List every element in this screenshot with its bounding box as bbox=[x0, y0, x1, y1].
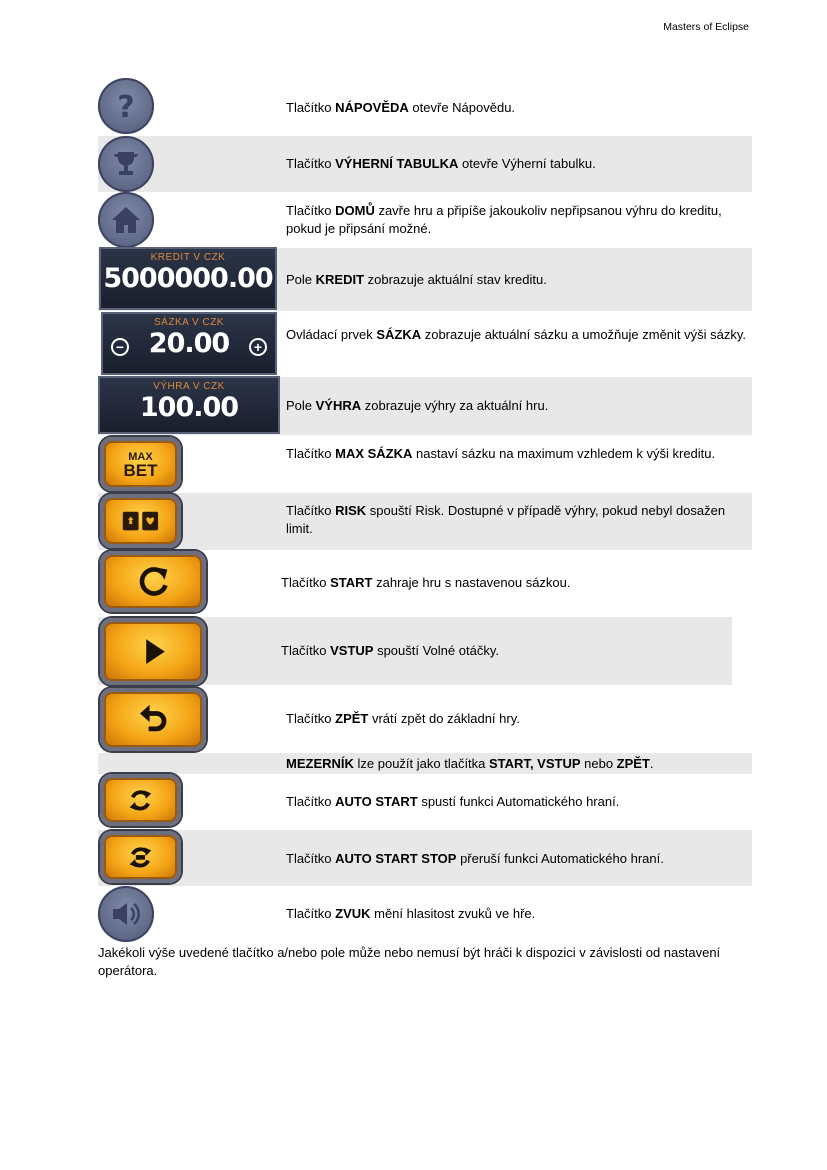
row-bet-text: Ovládací prvek SÁZKA zobrazuje aktuální sázku a umožňuje změnit výši sázky. bbox=[286, 327, 747, 342]
row-start-text: Tlačítko START zahraje hru s nastavenou sázkou. bbox=[281, 575, 571, 590]
document-header-title: Masters of Eclipse bbox=[663, 21, 749, 33]
cards-icon bbox=[120, 505, 161, 537]
row-win-text: Pole VÝHRA zobrazuje výhry za aktuální hru. bbox=[286, 398, 549, 413]
row-sound-text: Tlačítko ZVUK mění hlasitost zvuků ve hře. bbox=[286, 906, 536, 921]
row-home-text: Tlačítko DOMŮ zavře hru a připíše jakoukoliv nepřipsanou výhru do kreditu, pokud je připsání možné. bbox=[286, 203, 722, 236]
trophy-icon bbox=[98, 136, 154, 192]
auto-start-button bbox=[100, 774, 181, 826]
credit-panel bbox=[99, 247, 277, 310]
back-button bbox=[100, 688, 206, 751]
sound-icon bbox=[98, 886, 154, 942]
bet-plus-button[interactable]: + bbox=[249, 338, 267, 356]
row-back-text: Tlačítko ZPĚT vrátí zpět do základní hry. bbox=[286, 711, 520, 726]
credit-panel-value: 5000000.00 bbox=[103, 263, 273, 294]
auto-stop-icon bbox=[120, 842, 161, 873]
auto-icon bbox=[120, 785, 161, 816]
max-bet-bottom-label: BET bbox=[123, 461, 158, 480]
footer-note: Jakékoli výše uvedené tlačítko a/nebo pole může nebo nemusí být hráči k dispozici v závislosti od nastavení operátora. bbox=[98, 945, 721, 978]
credit-panel-label: KREDIT V CZK bbox=[150, 252, 226, 263]
row-spacebar-text: MEZERNÍK lze použít jako tlačítka START, VSTUP nebo ZPĚT. bbox=[286, 756, 654, 771]
row-risk-text: Tlačítko RISK spouští Risk. Dostupné v případě výhry, pokud nebyl dosažen limit. bbox=[286, 503, 726, 536]
row-enter-text: Tlačítko VSTUP spouští Volné otáčky. bbox=[281, 643, 499, 658]
win-panel bbox=[98, 376, 280, 434]
row-paytable-text: Tlačítko VÝHERNÍ TABULKA otevře Výherní tabulku. bbox=[286, 156, 596, 171]
auto-start-stop-button bbox=[100, 831, 181, 883]
risk-button bbox=[100, 494, 181, 548]
svg-text:?: ? bbox=[117, 90, 135, 123]
enter-button bbox=[100, 618, 206, 685]
bet-control-label: SÁZKA V CZK bbox=[154, 317, 224, 328]
win-panel-value: 100.00 bbox=[139, 392, 239, 423]
refresh-icon bbox=[126, 563, 181, 600]
help-icon bbox=[98, 78, 154, 134]
row-autostart-text: Tlačítko AUTO START spustí funkci Automatického hraní. bbox=[286, 794, 620, 809]
max-bet-button bbox=[100, 437, 181, 491]
bet-control bbox=[101, 312, 277, 375]
row-credit-text: Pole KREDIT zobrazuje aktuální stav kreditu. bbox=[286, 272, 547, 287]
bet-minus-button[interactable]: − bbox=[111, 338, 129, 356]
row-help-text: Tlačítko NÁPOVĚDA otevře Nápovědu. bbox=[286, 100, 516, 115]
home-icon bbox=[98, 192, 154, 248]
play-icon bbox=[126, 631, 181, 672]
row-autostartstop-text: Tlačítko AUTO START STOP přeruší funkci Automatického hraní. bbox=[286, 851, 664, 866]
bet-control-value: 20.00 bbox=[148, 328, 230, 359]
max-bet-top-label: MAX bbox=[128, 451, 153, 463]
row-maxbet-text: Tlačítko MAX SÁZKA nastaví sázku na maximum vzhledem k výši kreditu. bbox=[286, 446, 716, 461]
win-panel-label: VÝHRA V CZK bbox=[153, 381, 225, 392]
undo-icon bbox=[126, 700, 181, 739]
start-button bbox=[100, 551, 206, 612]
